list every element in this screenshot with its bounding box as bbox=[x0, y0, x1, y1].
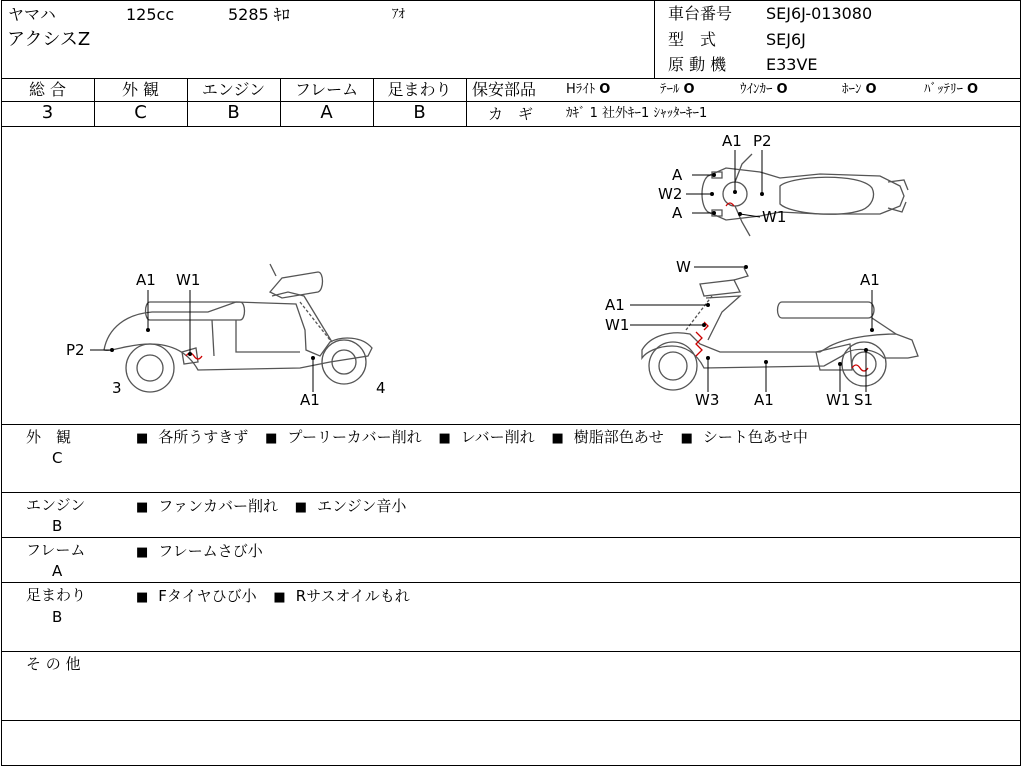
right-label-a1-bottom: A1 bbox=[754, 391, 774, 409]
comment-exterior-grade: C bbox=[52, 449, 63, 467]
header-divider bbox=[654, 0, 655, 78]
comment-item: フレームさび小 bbox=[158, 542, 263, 560]
comment-suspension-items bbox=[136, 586, 422, 608]
left-label-front-no: 3 bbox=[112, 379, 122, 397]
top-label-a-bottom: A bbox=[672, 204, 683, 222]
keys-label: カ ギ bbox=[488, 105, 534, 123]
comment-item: ファンカバー削れ bbox=[158, 497, 278, 515]
rating-divider bbox=[466, 78, 467, 126]
comment-engine-label: エンジン bbox=[26, 496, 86, 514]
comment-rule bbox=[1, 720, 1021, 721]
frame-no-label: 車台番号 bbox=[668, 4, 733, 23]
safety-headlight-mark: O bbox=[599, 82, 611, 97]
mileage: 5285 ｷﾛ bbox=[228, 5, 290, 24]
comment-rule bbox=[1, 492, 1021, 493]
left-label-w1: W1 bbox=[176, 271, 201, 289]
rating-suspension-label: 足まわり bbox=[387, 80, 452, 99]
safety-winker-label: ｳｲﾝｶｰ bbox=[740, 82, 773, 97]
rating-frame-label: フレーム bbox=[294, 80, 359, 99]
rating-engine-label: エンジン bbox=[201, 80, 266, 99]
rating-suspension-value: B bbox=[413, 102, 426, 123]
bullet: ■ bbox=[551, 431, 564, 446]
top-label-p2: P2 bbox=[753, 132, 772, 150]
keys-value: ｶｷﾞ 1 社外ｷｰ1 ｼｬｯﾀｰｷｰ1 bbox=[566, 106, 708, 121]
type-value: SEJ6J bbox=[766, 30, 806, 49]
safety-horn-mark: O bbox=[865, 82, 877, 97]
right-label-w1-bottom: W1 bbox=[826, 391, 851, 409]
engine-label: 原 動 機 bbox=[668, 55, 727, 74]
left-label-p2: P2 bbox=[66, 341, 85, 359]
comment-other-label: そ の 他 bbox=[26, 655, 81, 673]
right-label-w1-upper: W1 bbox=[605, 316, 630, 334]
bullet: ■ bbox=[680, 431, 693, 446]
comment-item: Fタイヤひび小 bbox=[158, 587, 257, 605]
safety-tail-mark: O bbox=[683, 82, 695, 97]
comment-item: 各所うすきず bbox=[158, 428, 249, 446]
maker: ヤマハ bbox=[8, 5, 56, 24]
color: ｱｵ bbox=[392, 7, 405, 22]
safety-horn-label: ﾎｰﾝ bbox=[842, 82, 862, 97]
rating-engine-value: B bbox=[227, 102, 240, 123]
comment-exterior-items bbox=[136, 427, 820, 449]
displacement: 125cc bbox=[126, 5, 175, 24]
safety-label: 保安部品 bbox=[472, 80, 537, 99]
comment-engine-grade: B bbox=[52, 517, 63, 535]
safety-mid-rule bbox=[466, 101, 1021, 102]
comment-rule bbox=[1, 537, 1021, 538]
comment-item: Rサスオイルもれ bbox=[295, 587, 410, 605]
right-label-w3: W3 bbox=[695, 391, 720, 409]
frame-no: SEJ6J-013080 bbox=[766, 4, 873, 23]
safety-winker bbox=[740, 82, 800, 98]
right-label-a1-right: A1 bbox=[860, 271, 880, 289]
right-label-a1-upper: A1 bbox=[605, 296, 625, 314]
comment-item: シート色あせ中 bbox=[702, 428, 808, 446]
right-label-s1: S1 bbox=[854, 391, 874, 409]
header-bottom-rule bbox=[1, 78, 1021, 79]
comment-item: 樹脂部色あせ bbox=[573, 428, 664, 446]
safety-headlight-label: Hﾗｲﾄ bbox=[566, 82, 596, 97]
safety-battery bbox=[924, 82, 990, 98]
bullet: ■ bbox=[438, 431, 451, 446]
engine-value: E33VE bbox=[766, 55, 818, 74]
bullet: ■ bbox=[136, 590, 149, 605]
comment-frame-label: フレーム bbox=[26, 541, 86, 559]
safety-headlight bbox=[566, 82, 622, 98]
rating-overall-value: 3 bbox=[41, 102, 54, 123]
left-label-rear-no: 4 bbox=[376, 379, 386, 397]
safety-winker-mark: O bbox=[776, 82, 788, 97]
right-label-w: W bbox=[676, 258, 691, 276]
comment-frame-grade: A bbox=[52, 562, 63, 580]
safety-tail bbox=[660, 82, 707, 98]
comment-rule bbox=[1, 582, 1021, 583]
rating-overall-label: 総 合 bbox=[28, 80, 67, 99]
type-label: 型 式 bbox=[668, 30, 717, 49]
top-label-a1: A1 bbox=[722, 132, 742, 150]
rating-exterior-label: 外 観 bbox=[121, 80, 160, 99]
comment-exterior-label: 外 観 bbox=[26, 428, 72, 446]
bullet: ■ bbox=[265, 431, 278, 446]
safety-battery-label: ﾊﾞｯﾃﾘｰ bbox=[924, 82, 963, 97]
diagram-bottom-rule bbox=[1, 424, 1021, 425]
bullet: ■ bbox=[136, 431, 149, 446]
safety-tail-label: ﾃｰﾙ bbox=[660, 82, 680, 97]
bullet: ■ bbox=[136, 500, 149, 515]
top-label-w2: W2 bbox=[658, 185, 683, 203]
comment-frame-items bbox=[136, 541, 275, 563]
bullet: ■ bbox=[294, 500, 308, 515]
safety-battery-mark: O bbox=[967, 82, 979, 97]
bullet: ■ bbox=[136, 545, 149, 560]
comment-item: プーリーカバー削れ bbox=[287, 428, 422, 446]
rating-exterior-value: C bbox=[134, 102, 147, 123]
left-label-a1: A1 bbox=[136, 271, 156, 289]
comment-item: レバー削れ bbox=[460, 428, 535, 446]
left-label-a1-bottom: A1 bbox=[300, 391, 320, 409]
rating-frame-value: A bbox=[320, 102, 333, 123]
scooter-diagram bbox=[0, 126, 1024, 424]
comment-engine-items bbox=[136, 496, 418, 518]
damage-marks bbox=[186, 203, 868, 371]
comment-suspension-label: 足まわり bbox=[26, 586, 87, 604]
comment-rule bbox=[1, 651, 1021, 652]
bullet: ■ bbox=[273, 590, 286, 605]
top-label-a-top: A bbox=[672, 166, 683, 184]
top-label-w1: W1 bbox=[762, 208, 787, 226]
top-view bbox=[702, 154, 908, 236]
safety-horn bbox=[842, 82, 889, 98]
comment-suspension-grade: B bbox=[52, 608, 63, 626]
comment-item: エンジン音小 bbox=[317, 497, 407, 515]
model-name: アクシスZ bbox=[7, 29, 91, 50]
